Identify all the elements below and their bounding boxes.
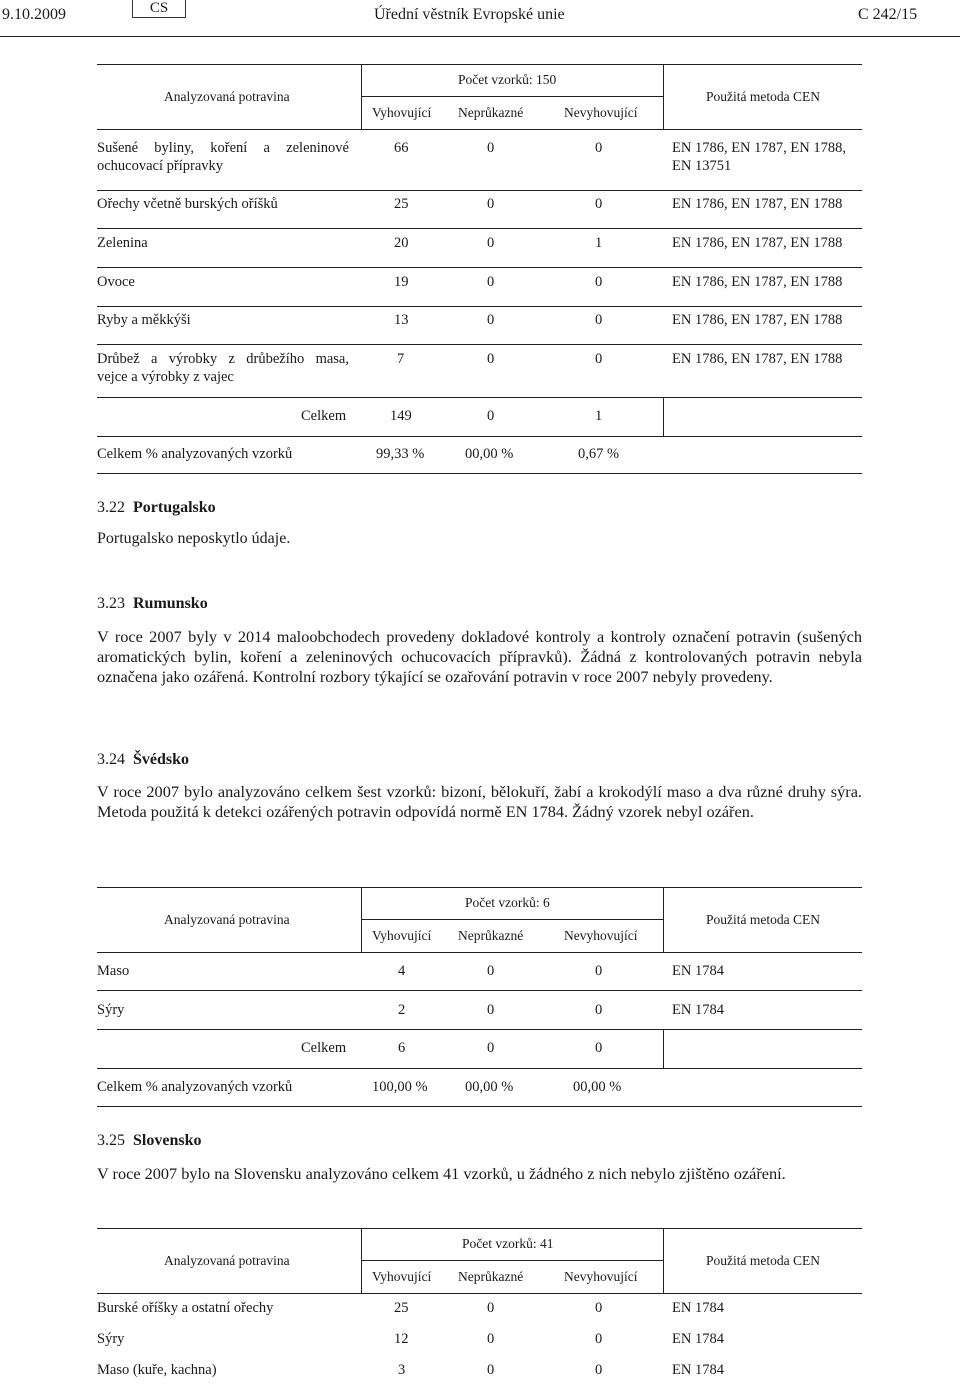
fail-cell: 1	[595, 235, 603, 251]
inconclusive-cell: 0	[487, 140, 495, 156]
inconclusive-cell: 0	[487, 1362, 495, 1378]
ok-cell: 19	[394, 274, 409, 290]
percentage-inconclusive: 00,00 %	[465, 1079, 514, 1095]
ok-cell: 25	[394, 1300, 409, 1316]
percentage-label: Celkem % analyzovaných vzorků	[97, 446, 293, 462]
fail-cell: 0	[595, 196, 603, 212]
fail-cell: 0	[595, 1300, 603, 1316]
total-ok: 149	[390, 408, 412, 424]
inconclusive-cell: 0	[487, 274, 495, 290]
col-header-method: Použitá metoda CEN	[706, 912, 820, 927]
total-inconclusive: 0	[487, 408, 495, 424]
ok-cell: 3	[398, 1362, 406, 1378]
method-cell: EN 1784	[672, 1362, 724, 1378]
col-header-ok: Vyhovující	[372, 105, 432, 120]
ok-cell: 13	[394, 312, 409, 328]
method-cell: EN 1784	[672, 1300, 724, 1316]
ok-cell: 25	[394, 196, 409, 212]
col-header-sample-count: Počet vzorků: 41	[462, 1236, 554, 1251]
food-cell: Drůbež a výrobky z drůbežího masa,	[97, 351, 349, 367]
method-cell: EN 1786, EN 1787, EN 1788	[672, 274, 843, 290]
section-3-22-heading	[97, 499, 216, 517]
section-3-24-heading	[97, 751, 189, 769]
percentage-fail: 0,67 %	[578, 446, 620, 462]
col-header-method: Použitá metoda CEN	[706, 89, 820, 104]
table-top-rule	[97, 64, 862, 65]
section-title: Portugalsko	[133, 499, 216, 516]
food-cell: Maso (kuře, kachna)	[97, 1362, 217, 1378]
table-header-rule	[97, 952, 862, 953]
fail-cell: 0	[595, 274, 603, 290]
fail-cell: 0	[595, 312, 603, 328]
food-cell: Ořechy včetně burských oříšků	[97, 196, 278, 212]
food-cell: Ryby a měkkýši	[97, 312, 191, 328]
section-number: 3.23	[97, 595, 125, 612]
col-header-fail: Nevyhovující	[564, 105, 638, 120]
page-number: C 242/15	[858, 6, 918, 23]
col-header-inconclusive: Neprůkazné	[458, 1269, 524, 1284]
total-ok: 6	[398, 1040, 406, 1056]
journal-title: Úřední věstník Evropské unie	[374, 6, 565, 23]
section-number: 3.25	[97, 1132, 125, 1149]
method-cell: EN 1786, EN 1787, EN 1788,	[672, 140, 846, 156]
inconclusive-cell: 0	[487, 351, 495, 367]
section-3-24-text: V roce 2007 bylo analyzováno celkem šest vzorků: bizoní, bělokuří, žabí a krokodýlí maso a dva různé druhy sýra. Metoda použitá k detekci ozářených potravin odpovídá normě EN 1784. Žádný vzorek nebyl ozářen.	[97, 782, 862, 821]
fail-cell: 0	[595, 1331, 603, 1347]
method-cell-cont: EN 13751	[672, 158, 732, 174]
food-cell: Sýry	[97, 1002, 125, 1018]
method-cell: EN 1786, EN 1787, EN 1788	[672, 235, 843, 251]
section-3-22-text: Portugalsko neposkytlo údaje.	[97, 530, 291, 547]
inconclusive-cell: 0	[487, 1300, 495, 1316]
section-title: Rumunsko	[133, 595, 208, 612]
food-cell: Ovoce	[97, 274, 135, 290]
method-cell: EN 1786, EN 1787, EN 1788	[672, 312, 843, 328]
col-header-fail: Nevyhovující	[564, 928, 638, 943]
inconclusive-cell: 0	[487, 1331, 495, 1347]
col-header-food: Analyzovaná potravina	[164, 1253, 290, 1268]
col-header-fail: Nevyhovující	[564, 1269, 638, 1284]
ok-cell: 2	[398, 1002, 406, 1018]
fail-cell: 0	[595, 1362, 603, 1378]
ok-cell: 66	[394, 140, 409, 156]
language-badge: CS	[132, 0, 186, 18]
header-rule	[0, 36, 960, 37]
col-header-inconclusive: Neprůkazné	[458, 105, 524, 120]
ok-cell: 7	[397, 351, 405, 367]
header-date: 9.10.2009	[2, 6, 66, 23]
total-label: Celkem	[301, 1040, 347, 1056]
table-header-rule	[97, 1293, 862, 1294]
col-header-sample-count: Počet vzorků: 150	[458, 72, 557, 87]
fail-cell: 0	[595, 963, 603, 979]
section-3-23-heading	[97, 595, 208, 613]
method-cell: EN 1786, EN 1787, EN 1788	[672, 351, 843, 367]
table-top-rule	[97, 1228, 862, 1229]
method-cell: EN 1784	[672, 1331, 724, 1347]
col-header-sample-count: Počet vzorků: 6	[465, 895, 550, 910]
fail-cell: 0	[595, 1002, 603, 1018]
method-cell: EN 1784	[672, 963, 724, 979]
percentage-ok: 100,00 %	[372, 1079, 428, 1095]
col-header-food: Analyzovaná potravina	[164, 912, 290, 927]
col-header-method: Použitá metoda CEN	[706, 1253, 820, 1268]
total-fail: 1	[595, 408, 603, 424]
total-inconclusive: 0	[487, 1040, 495, 1056]
inconclusive-cell: 0	[487, 963, 495, 979]
food-cell: Burské oříšky a ostatní ořechy	[97, 1300, 274, 1316]
percentage-fail: 00,00 %	[573, 1079, 622, 1095]
inconclusive-cell: 0	[487, 235, 495, 251]
inconclusive-cell: 0	[487, 196, 495, 212]
food-cell-cont: vejce a výrobky z vajec	[97, 369, 234, 385]
percentage-ok: 99,33 %	[376, 446, 425, 462]
table-top-rule	[97, 887, 862, 888]
inconclusive-cell: 0	[487, 312, 495, 328]
food-cell: Sýry	[97, 1331, 125, 1347]
col-header-inconclusive: Neprůkazné	[458, 928, 524, 943]
percentage-label: Celkem % analyzovaných vzorků	[97, 1079, 293, 1095]
method-cell: EN 1784	[672, 1002, 724, 1018]
section-title: Slovensko	[133, 1132, 202, 1149]
method-cell: EN 1786, EN 1787, EN 1788	[672, 196, 843, 212]
food-cell-cont: ochucovací přípravky	[97, 158, 224, 174]
section-3-25-heading	[97, 1132, 201, 1150]
section-title: Švédsko	[133, 751, 190, 768]
fail-cell: 0	[595, 140, 603, 156]
fail-cell: 0	[595, 351, 603, 367]
ok-cell: 20	[394, 235, 409, 251]
col-header-food: Analyzovaná potravina	[164, 89, 290, 104]
col-header-ok: Vyhovující	[372, 928, 432, 943]
section-number: 3.24	[97, 751, 125, 768]
total-label: Celkem	[301, 408, 347, 424]
section-number: 3.22	[97, 499, 125, 516]
inconclusive-cell: 0	[487, 1002, 495, 1018]
food-cell: Sušené byliny, koření a zeleninové	[97, 140, 349, 156]
ok-cell: 12	[394, 1331, 409, 1347]
section-3-23-text: V roce 2007 byly v 2014 maloobchodech provedeny dokladové kontroly a kontroly označení potravin (sušených aromatických bylin, koření a zeleninových ochucovacích přípravků). Žádná z kontrolovaných potravin nebyla označena jako ozářená. Kontrolní rozbory týkající se ozařování potravin v roce 2007 nebyly provedeny.	[97, 627, 862, 686]
col-header-ok: Vyhovující	[372, 1269, 432, 1284]
table-header-rule	[97, 129, 862, 130]
ok-cell: 4	[398, 963, 406, 979]
total-fail: 0	[595, 1040, 603, 1056]
food-cell: Maso	[97, 963, 130, 979]
percentage-inconclusive: 00,00 %	[465, 446, 514, 462]
food-cell: Zelenina	[97, 235, 148, 251]
section-3-25-text: V roce 2007 bylo na Slovensku analyzováno celkem 41 vzorků, u žádného z nich nebylo zjištěno ozáření.	[97, 1164, 786, 1183]
